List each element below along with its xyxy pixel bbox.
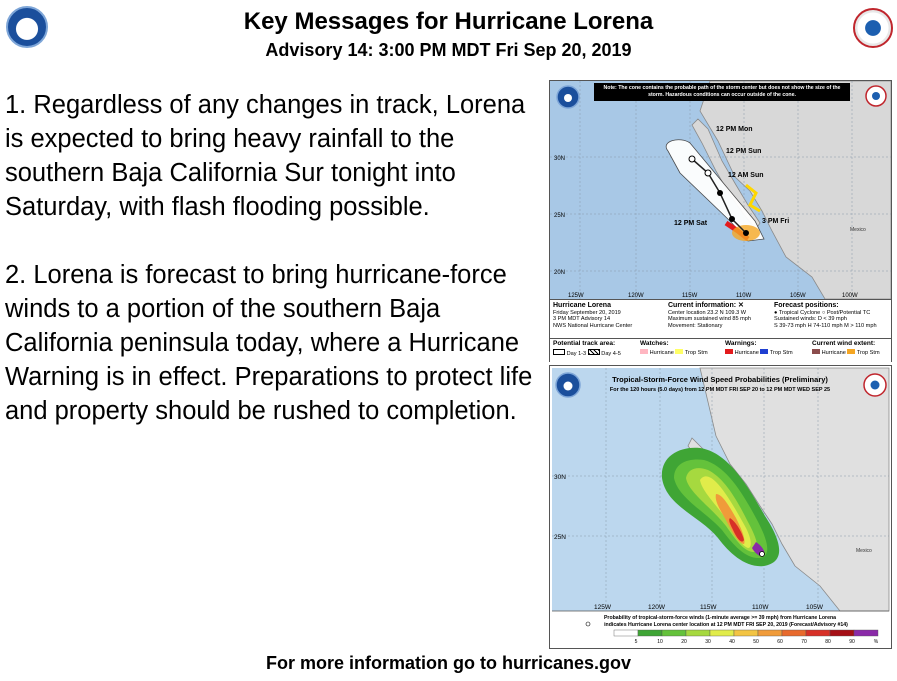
noaa-small-logo-inner xyxy=(564,94,572,102)
lon-label: 110W xyxy=(736,293,752,299)
scale-swatch xyxy=(830,630,854,636)
scale-label: 10 xyxy=(657,639,663,645)
lat-label: 30N xyxy=(554,474,566,481)
scale-swatch xyxy=(854,630,878,636)
ts-warning-label: Trop Stm xyxy=(769,350,793,356)
ptc-label: Post/Potential TC xyxy=(826,309,871,316)
scale-label: 40 xyxy=(729,639,735,645)
scale-label: 70 xyxy=(801,639,807,645)
wind-map-subtitle: For the 120 hours (5.0 days) from 12 PM MDT FRI SEP 20 to 12 PM MDT WED SEP 25 xyxy=(609,387,831,393)
hurricane-extent-label: Hurricane xyxy=(821,350,846,356)
forecast-point-3 xyxy=(705,170,711,176)
wind-extent-title: Current wind extent: xyxy=(812,340,876,347)
track-label-sun-am: 12 AM Sun xyxy=(728,172,764,179)
current-position xyxy=(743,230,749,236)
wind-map xyxy=(550,366,891,648)
current-info-line: Center location 23.2 N 109.3 W xyxy=(668,309,747,316)
nws-small-logo-inner xyxy=(872,92,880,100)
filled-dot-icon: ● xyxy=(774,309,778,316)
forecast-point-4 xyxy=(689,156,695,162)
lat-label: 20N xyxy=(554,270,566,276)
lon-label: 100W xyxy=(842,293,858,299)
scale-swatch xyxy=(614,630,638,636)
x-mark-icon: ✕ xyxy=(738,302,744,309)
hurricane-watch-label: Hurricane xyxy=(649,350,674,356)
key-messages xyxy=(5,88,540,462)
lat-label: 25N xyxy=(554,534,566,541)
track-label-sat: 12 PM Sat xyxy=(674,220,708,227)
day45-swatch xyxy=(588,349,600,355)
watches-title: Watches: xyxy=(640,340,669,347)
current-info-title: Current information: xyxy=(668,302,737,309)
lon-label: 125W xyxy=(568,293,584,299)
storm-line: NWS National Hurricane Center xyxy=(553,322,633,329)
track-label-mon: 12 PM Mon xyxy=(716,126,753,133)
noaa-small-logo-inner xyxy=(564,382,573,391)
scale-label: 20 xyxy=(681,639,687,645)
tc-label: Tropical Cyclone xyxy=(778,309,821,316)
cone-note: Note: The cone contains the probable path of the storm center but does not show the size of the storm. Hazardous conditions can occur outside of the cone. xyxy=(603,85,841,98)
track-area-title: Potential track area: xyxy=(553,340,616,347)
forecast-point-2 xyxy=(717,190,723,196)
storm-center-marker xyxy=(760,552,765,557)
scale-label: 30 xyxy=(705,639,711,645)
place-label-mexico: Mexico xyxy=(856,548,872,554)
place-label-mexico: Mexico xyxy=(850,227,866,233)
track-label-fri: 3 PM Fri xyxy=(762,218,790,225)
forecast-line: S 39-73 mph H 74-110 mph M > 110 mph xyxy=(774,322,877,329)
cone-graphic xyxy=(549,80,892,362)
lon-label: 115W xyxy=(682,293,698,299)
scale-swatch xyxy=(638,630,662,636)
lon-label: 105W xyxy=(806,604,823,611)
scale-label: 5 xyxy=(634,639,638,645)
hurricane-warning-swatch xyxy=(725,349,733,354)
hurricane-watch-swatch xyxy=(640,349,648,354)
lon-label: 110W xyxy=(752,604,769,611)
storm-line: Friday September 20, 2019 xyxy=(553,309,621,316)
scale-label: 60 xyxy=(777,639,783,645)
scale-label: 50 xyxy=(753,639,759,645)
scale-swatch xyxy=(662,630,686,636)
scale-swatch xyxy=(782,630,806,636)
forecast-positions-title: Forecast positions: xyxy=(774,302,839,309)
hurricane-extent-swatch xyxy=(812,349,820,354)
current-info-line: Maximum sustained wind 85 mph xyxy=(668,316,752,323)
lon-label: 115W xyxy=(700,604,717,611)
advisory-subtitle: Advisory 14: 3:00 PM MDT Fri Sep 20, 2019 xyxy=(265,40,632,60)
track-label-sun-pm: 12 PM Sun xyxy=(726,148,762,155)
lat-label: 25N xyxy=(554,213,566,219)
scale-label: 90 xyxy=(849,639,855,645)
hurricane-warning-label: Hurricane xyxy=(734,350,759,356)
scale-swatch xyxy=(710,630,734,636)
wind-probability-graphic xyxy=(549,365,892,649)
storm-line: 3 PM MDT Advisory 14 xyxy=(553,316,611,323)
ts-watch-swatch xyxy=(675,349,683,354)
scale-label: % xyxy=(873,639,879,645)
scale-swatch xyxy=(758,630,782,636)
current-info-line: Movement: Stationary xyxy=(668,322,723,329)
lon-label: 120W xyxy=(648,604,665,611)
ts-warning-swatch xyxy=(760,349,768,354)
key-message-2: 2. Lorena is forecast to bring hurricane-force winds to a portion of the southern Baja California peninsula today, where a Hurricane Warning is in effect. Preparations to protect life and property should be rushed to completion. xyxy=(5,261,533,425)
wind-legend-line2: indicates Hurricane Lorena center location at 12 PM MDT FRI SEP 20, 2019 (Forecast/Advisory #14) xyxy=(604,622,848,628)
storm-name: Hurricane Lorena xyxy=(553,302,611,309)
page-title: Key Messages for Hurricane Lorena xyxy=(243,8,654,35)
key-message-1: 1. Regardless of any changes in track, Lorena is expected to bring heavy rainfall to the southern Baja California Sur tonight into Saturday, with flash flooding possible. xyxy=(5,91,526,221)
scale-label: 80 xyxy=(825,639,831,645)
scale-swatch xyxy=(806,630,830,636)
day13-label: Day 1-3 xyxy=(566,351,587,357)
scale-swatch xyxy=(686,630,710,636)
lon-label: 125W xyxy=(594,604,611,611)
lon-label: 120W xyxy=(628,293,644,299)
scale-swatch xyxy=(734,630,758,636)
lat-label: 30N xyxy=(554,156,566,162)
forecast-point-1 xyxy=(729,216,735,222)
lon-label: 105W xyxy=(790,293,806,299)
ts-extent-label: Trop Stm xyxy=(856,350,880,356)
center-marker-legend-icon xyxy=(586,622,590,626)
day45-label: Day 4-5 xyxy=(601,351,621,357)
cone-legend xyxy=(550,299,891,362)
ts-extent-swatch xyxy=(847,349,855,354)
day13-swatch xyxy=(553,349,565,355)
warnings-title: Warnings: xyxy=(725,340,757,347)
forecast-line: Sustained winds: D < 39 mph xyxy=(774,316,847,323)
wind-legend-line1: Probability of tropical-storm-force winds (1-minute average >= 39 mph) from Hurricane Lorena xyxy=(603,615,837,621)
footer-info: For more information go to hurricanes.gov xyxy=(265,653,632,673)
ts-watch-label: Trop Stm xyxy=(684,350,708,356)
nws-small-logo-inner xyxy=(871,381,880,390)
wind-map-title: Tropical-Storm-Force Wind Speed Probabilities (Preliminary) xyxy=(612,375,828,384)
open-dot-icon: ○ xyxy=(821,309,826,316)
